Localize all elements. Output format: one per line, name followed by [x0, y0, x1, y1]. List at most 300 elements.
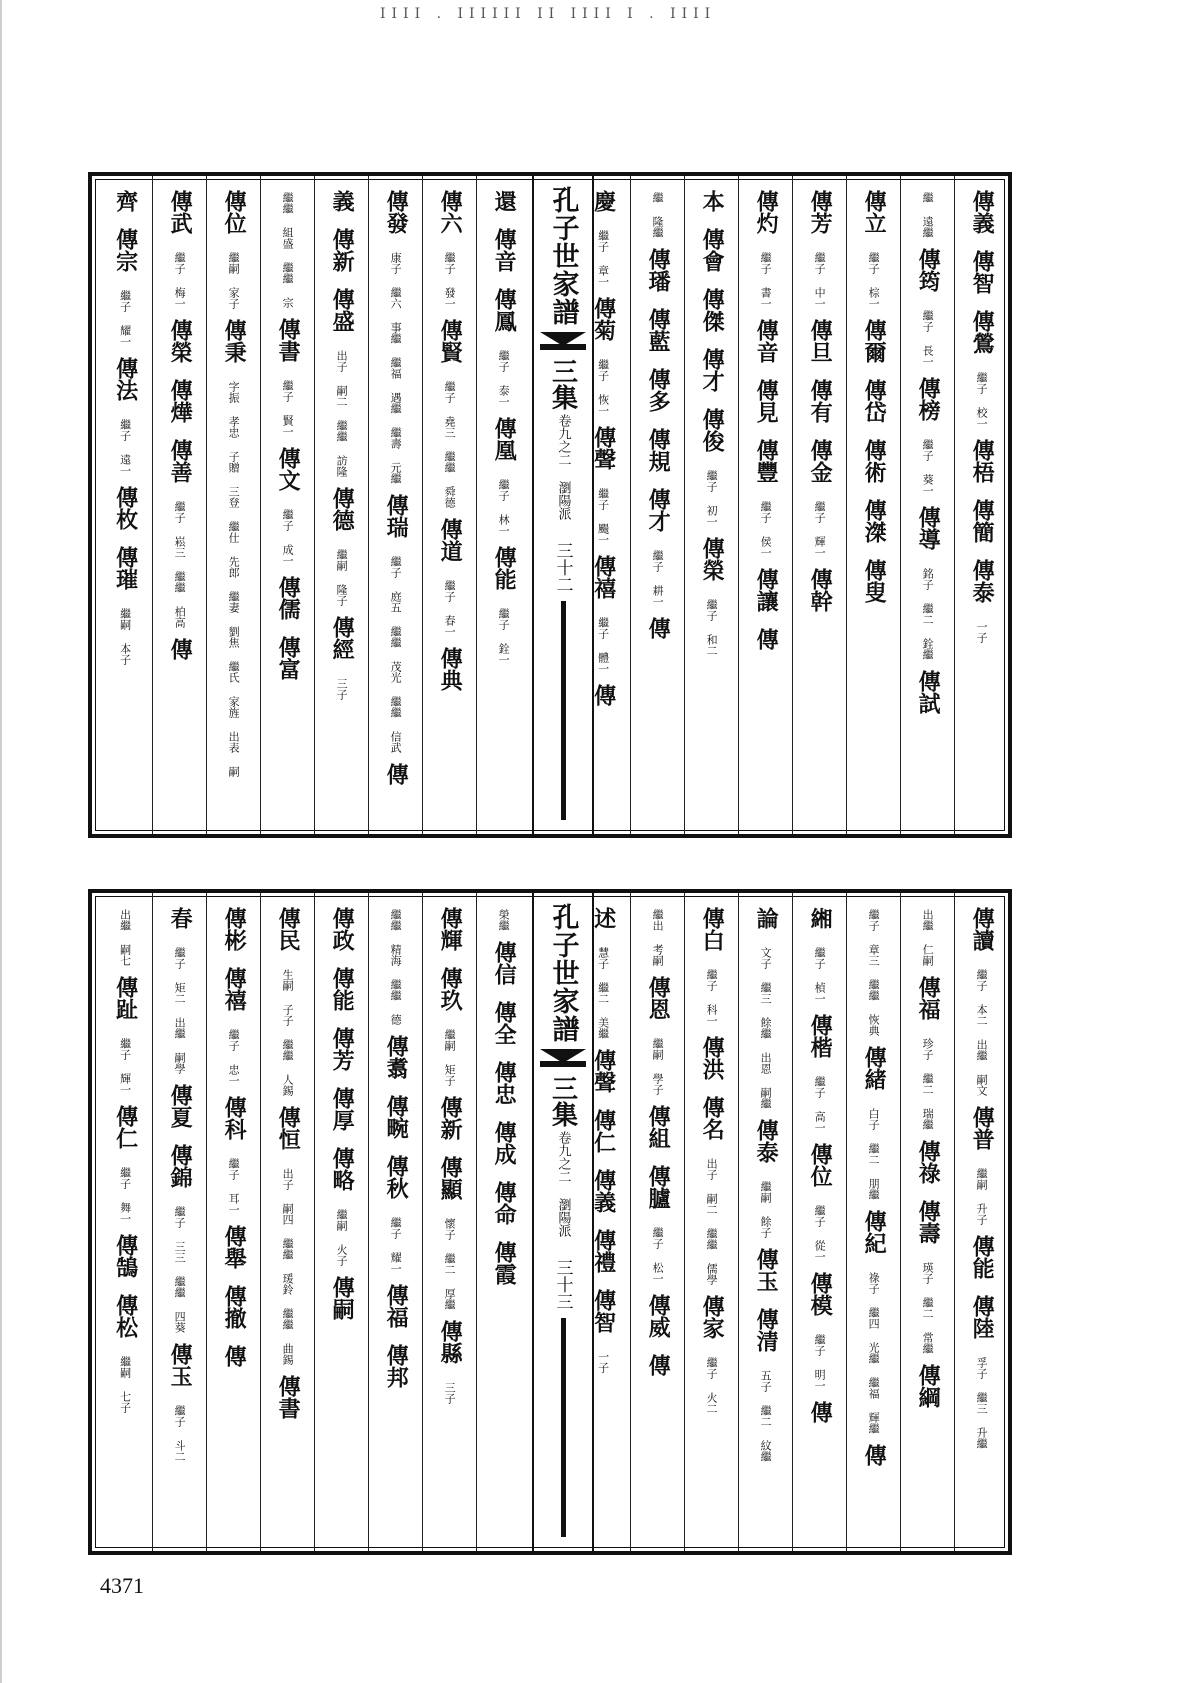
person-entry [645, 308, 670, 368]
person-entry [861, 1444, 886, 1482]
lineage-note: 繼子 火二 [705, 1357, 719, 1414]
person-name: 傳有 [807, 379, 834, 423]
person-name: 傳鶯 [969, 310, 996, 354]
genealogy-column [738, 893, 792, 1551]
person-name: 傳普 [969, 1106, 996, 1150]
person-name: 傳恒 [275, 1106, 302, 1150]
person-name: 傳撤 [221, 1285, 248, 1329]
person-entry [969, 439, 994, 499]
person-name: 傳道 [437, 518, 464, 562]
folio-number: 三十二 [552, 542, 573, 593]
person-name: 傳能 [491, 546, 518, 590]
person-name: 傳秉 [221, 319, 248, 363]
person-name: 傳鳳 [491, 288, 518, 332]
person-entry [118, 907, 131, 976]
person-entry [491, 417, 516, 546]
person-name: 傳聲 [590, 426, 617, 470]
lineage-note: 繼子 葵一 [921, 439, 935, 496]
person-name: 傳 [645, 617, 672, 639]
person-name: 傳壽 [915, 1200, 942, 1244]
volume-label: 三集 [547, 1075, 578, 1127]
lineage-note: 懷子 繼二 厚繼 [443, 1218, 457, 1310]
person-name: 傳瑞 [383, 494, 410, 538]
person-entry [221, 319, 246, 787]
person-name: 傳滐 [861, 499, 888, 543]
person-entry [915, 248, 940, 377]
person-name: 義 [329, 190, 356, 212]
person-entry [699, 1096, 724, 1295]
lineage-note: 繼子 遠一 [118, 419, 132, 476]
person-entry [491, 546, 516, 675]
person-name: 傳忠 [491, 1061, 518, 1105]
person-entry [807, 1014, 832, 1143]
person-entry [491, 941, 516, 1001]
person-name: 傳禧 [590, 555, 617, 599]
lineage-note: 繼嗣 學子 [651, 1038, 665, 1095]
genealogy-column [476, 893, 530, 1551]
book-title: 孔子世家譜 [547, 903, 579, 1043]
person-entry [645, 1294, 670, 1354]
person-entry [807, 379, 832, 439]
person-entry [645, 976, 670, 1105]
person-name: 傳洪 [699, 1036, 726, 1080]
lineage-note: 繼子 春一 [443, 580, 457, 637]
person-name: 傳厚 [329, 1087, 356, 1131]
person-entry [275, 636, 300, 696]
person-name: 傳臚 [645, 1165, 672, 1209]
lineage-note: 字振 孝忠 子贈 三登 繼仕 先郎 繼妻 劉焦 繼氏 家旌 出表 嗣 [227, 381, 241, 777]
lineage-note: 文子 繼三 餘繼 出恩 嗣繼 [759, 947, 773, 1109]
genealogy-column [900, 176, 954, 834]
person-name: 傳紀 [861, 1210, 888, 1254]
person-name: 傳典 [437, 647, 464, 691]
person-name: 傳灼 [753, 190, 780, 234]
person-entry [753, 439, 778, 568]
lineage-note: 繼繼 組盛 繼繼 宗 [281, 192, 295, 308]
person-entry [590, 1049, 615, 1109]
person-entry [590, 426, 615, 555]
genealogy-column [206, 176, 260, 834]
person-entry [645, 1105, 670, 1165]
lineage-note: 白子 繼二 朋繼 [867, 1108, 881, 1200]
person-entry [491, 1181, 516, 1241]
person-name: 傳藍 [645, 308, 672, 352]
person-name: 傳畹 [383, 1095, 410, 1139]
lineage-note: 銘子 繼二 銓繼 [921, 568, 935, 660]
lineage-note: 康子 繼六 事繼 繼福 遇繼 繼壽 元繼 [389, 252, 403, 484]
person-name: 傳泰 [753, 1119, 780, 1163]
person-name: 傳霞 [491, 1241, 518, 1285]
person-entry [753, 1308, 778, 1472]
person-entry [112, 228, 137, 357]
person-name: 傳俊 [699, 408, 726, 452]
person-entry [645, 617, 670, 655]
person-entry [167, 439, 192, 638]
genealogy-column [314, 893, 368, 1551]
lineage-note: 出繼 嗣七 [118, 909, 132, 966]
lineage-note: 繼子 耀一 [118, 290, 132, 347]
person-name: 傳見 [753, 379, 780, 423]
lineage-note: 繼子 庭五 繼繼 茂光 繼繼 信武 [389, 556, 403, 753]
person-name: 還 [491, 190, 518, 212]
person-name: 傳盛 [329, 288, 356, 332]
person-entry [167, 379, 192, 439]
person-name: 傳新 [437, 1096, 464, 1140]
person-entry [491, 228, 516, 288]
person-name: 傳梧 [969, 439, 996, 483]
genealogy-column [954, 893, 1008, 1551]
person-entry [383, 1155, 408, 1284]
person-name: 傳邦 [383, 1344, 410, 1388]
person-name: 傳夏 [167, 1084, 194, 1128]
person-name: 傳位 [807, 1143, 834, 1187]
lineage-note: 繼子 科一 [705, 969, 719, 1026]
person-name: 傳讀 [969, 907, 996, 951]
genealogy-column [630, 893, 684, 1551]
person-name: 傳豐 [753, 439, 780, 483]
lineage-note: 珍子 繼二 瑞繼 [921, 1038, 935, 1130]
section-label: 卷九之二 瀏陽派 [555, 414, 571, 520]
person-name: 傳六 [437, 190, 464, 234]
person-name: 傳燁 [167, 379, 194, 423]
person-entry [915, 976, 940, 1140]
person-entry [329, 487, 354, 616]
lineage-note: 繼子 林一 [497, 479, 511, 536]
person-name: 傳錦 [167, 1144, 194, 1188]
page-number: 4371 [100, 1573, 144, 1598]
person-entry [969, 190, 994, 250]
person-entry [437, 319, 462, 518]
lineage-note: 繼子 中一 [813, 252, 827, 309]
person-entry [861, 379, 886, 439]
person-entry [915, 377, 940, 506]
person-name: 傳賢 [437, 319, 464, 363]
person-entry [651, 190, 664, 248]
person-entry [807, 1272, 832, 1401]
person-name: 傳舉 [221, 1225, 248, 1269]
genealogy-column [630, 176, 684, 834]
person-name: 傳善 [167, 439, 194, 483]
person-entry [969, 1235, 994, 1295]
person-name: 傳政 [329, 907, 356, 951]
person-name: 傳 [645, 1354, 672, 1376]
person-name: 傳叟 [861, 559, 888, 603]
lineage-note: 繼子 銓一 [497, 608, 511, 665]
lineage-note: 繼子 松一 [651, 1227, 665, 1284]
person-entry [753, 1119, 778, 1248]
lineage-note: 繼子 初一 [705, 470, 719, 527]
person-entry [807, 568, 832, 628]
person-entry [491, 1001, 516, 1061]
person-name: 傳導 [915, 506, 942, 550]
lineage-note: 繼子 本二 出繼 嗣文 [975, 969, 989, 1096]
person-name: 傳榜 [915, 377, 942, 421]
lineage-note: 繼子 堯三 繼繼 舜德 [443, 381, 457, 508]
person-name: 傳立 [861, 190, 888, 234]
person-name: 傳德 [329, 487, 356, 531]
person-entry [969, 1106, 994, 1235]
person-entry [969, 1295, 994, 1459]
lineage-note: 繼子 輝一 [118, 1038, 132, 1095]
person-name: 傳能 [969, 1235, 996, 1279]
person-entry [645, 488, 670, 617]
person-name: 述 [590, 907, 617, 929]
lineage-note: 繼子 耀一 [389, 1217, 403, 1274]
person-name: 春 [167, 907, 194, 929]
lineage-note: 繼嗣 七子 [118, 1356, 132, 1413]
person-entry [753, 379, 778, 439]
lineage-note: 出繼 仁嗣 [921, 909, 935, 966]
person-name: 傳民 [275, 907, 302, 951]
lineage-note: 榮繼 [497, 909, 511, 931]
person-entry [383, 763, 408, 801]
person-entry [437, 1156, 462, 1320]
lineage-note: 繼子 棕一 [867, 252, 881, 309]
person-name: 傳讓 [753, 568, 780, 612]
lineage-note: 繼子 書一 [759, 252, 773, 309]
genealogy-column [260, 893, 314, 1551]
person-name: 傳模 [807, 1272, 834, 1316]
right-columns [590, 893, 1008, 1551]
person-entry [645, 248, 670, 308]
person-entry [807, 319, 832, 379]
person-entry [753, 319, 778, 379]
person-entry [383, 1035, 408, 1095]
person-name: 傳恩 [645, 976, 672, 1020]
person-name: 傳縣 [437, 1320, 464, 1364]
person-entry [329, 907, 354, 967]
person-name: 傳能 [329, 967, 356, 1011]
lineage-note: 一子 [975, 621, 989, 643]
person-entry [969, 559, 994, 653]
person-entry [915, 670, 940, 730]
person-entry [807, 439, 832, 568]
spine-rule [561, 601, 566, 820]
person-entry [699, 907, 724, 1036]
spine-rule [561, 1318, 566, 1537]
person-name: 傳規 [645, 428, 672, 472]
section-label: 卷九之二 瀏陽派 [555, 1131, 571, 1237]
person-entry [969, 310, 994, 439]
person-entry [753, 568, 778, 628]
person-name: 傳松 [112, 1294, 139, 1338]
person-name: 傳玖 [437, 967, 464, 1011]
person-entry [167, 319, 192, 379]
lineage-note: 繼子 侯一 [759, 501, 773, 558]
lineage-note: 繼子 長一 [921, 310, 935, 367]
person-entry [329, 1087, 354, 1147]
lineage-note: 繼子 斗二 [173, 1405, 187, 1462]
person-entry [491, 1241, 516, 1301]
person-entry [221, 1345, 246, 1383]
genealogy-column [792, 893, 846, 1551]
fishtail-bar [540, 1061, 586, 1067]
genealogy-column [476, 176, 530, 834]
genealogy-column [260, 176, 314, 834]
genealogy-column [684, 176, 738, 834]
person-entry [807, 1143, 832, 1272]
person-name: 傳全 [491, 1001, 518, 1045]
person-name: 傳福 [383, 1284, 410, 1328]
person-name: 本 [699, 190, 726, 212]
person-entry [112, 486, 137, 546]
person-name: 慶 [590, 190, 617, 212]
person-entry [590, 555, 615, 684]
person-entry [275, 447, 300, 576]
person-name: 傳信 [491, 941, 518, 985]
person-entry [112, 1234, 137, 1294]
person-entry [389, 907, 402, 1035]
person-entry [651, 907, 664, 976]
person-entry [915, 1364, 940, 1424]
person-name: 傳義 [590, 1169, 617, 1213]
person-name: 傳仁 [590, 1109, 617, 1153]
lineage-note: 繼子 成一 [281, 509, 295, 566]
person-name: 傳禮 [590, 1229, 617, 1273]
genealogy-column [206, 893, 260, 1551]
person-entry [491, 190, 516, 228]
person-entry [383, 190, 408, 494]
person-name: 傳璠 [645, 248, 672, 292]
person-name: 傳會 [699, 228, 726, 272]
lineage-note: 繼 隆繼 [651, 192, 665, 238]
person-entry [329, 190, 354, 228]
lineage-note: 繼子 矩二 出繼 嗣學 [173, 947, 187, 1074]
lineage-note: 繼子 楨一 [813, 947, 827, 1004]
lineage-note: 繼子 颺一 [596, 488, 610, 545]
genealogy-column [314, 176, 368, 834]
person-name: 傳聲 [590, 1049, 617, 1093]
person-entry [645, 368, 670, 428]
person-name: 傳成 [491, 1121, 518, 1165]
person-name: 傳科 [221, 1096, 248, 1140]
person-entry [329, 616, 354, 710]
person-entry [590, 907, 615, 1049]
person-entry [861, 190, 886, 319]
lineage-note: 繼子 耳一 [227, 1158, 241, 1215]
person-name: 傳翥 [383, 1035, 410, 1079]
person-name: 傳 [590, 684, 617, 706]
person-entry [753, 907, 778, 1119]
person-entry [807, 1401, 832, 1439]
lineage-note: 繼子 崧三 繼繼 柏高 [173, 501, 187, 628]
person-entry [915, 1140, 940, 1200]
person-name: 傳書 [275, 318, 302, 362]
genealogy-page-top [88, 172, 1012, 838]
person-entry [329, 288, 354, 487]
book-title: 孔子世家譜 [547, 186, 579, 326]
person-entry [699, 1036, 724, 1096]
person-entry [221, 907, 246, 967]
left-columns [92, 176, 530, 834]
person-entry [867, 907, 880, 1046]
person-entry [590, 1289, 615, 1383]
genealogy-column [152, 176, 206, 834]
lineage-note: 三子 [335, 678, 349, 700]
genealogy-column [900, 893, 954, 1551]
genealogy-column [954, 176, 1008, 834]
genealogy-column [684, 893, 738, 1551]
genealogy-column [792, 176, 846, 834]
lineage-note: 繼子 賢一 [281, 380, 295, 437]
person-name: 傳術 [861, 439, 888, 483]
person-name: 論 [753, 907, 780, 929]
person-name: 傳新 [329, 228, 356, 272]
person-name: 傳法 [112, 357, 139, 401]
person-name: 傳陸 [969, 1295, 996, 1339]
person-entry [167, 638, 192, 676]
fishtail-bar [540, 344, 586, 350]
person-entry [915, 506, 940, 670]
person-entry [753, 628, 778, 666]
lineage-note: 繼子 章三 繼繼 恢典 [867, 909, 881, 1036]
person-name: 傳輝 [437, 907, 464, 951]
person-name: 傳 [167, 638, 194, 660]
person-entry [167, 190, 192, 319]
lineage-note: 繼嗣 家子 [227, 252, 241, 309]
person-name: 傳 [861, 1444, 888, 1466]
genealogy-column [368, 893, 422, 1551]
person-name: 傳略 [329, 1147, 356, 1191]
person-name: 傳 [807, 1401, 834, 1423]
person-entry [969, 250, 994, 310]
person-name: 齊 [112, 190, 139, 212]
person-name: 傳仁 [112, 1105, 139, 1149]
person-name: 傳金 [807, 439, 834, 483]
person-entry [645, 428, 670, 488]
person-entry [437, 907, 462, 967]
person-name: 傳綱 [915, 1364, 942, 1408]
person-entry [590, 684, 615, 722]
lineage-note: 三子 [443, 1382, 457, 1404]
lineage-note: 繼子 發一 [443, 252, 457, 309]
person-entry [221, 1285, 246, 1345]
spine-margin [532, 893, 594, 1551]
person-entry [275, 318, 300, 447]
person-entry [112, 190, 137, 228]
person-name: 傳趾 [112, 976, 139, 1020]
person-entry [753, 190, 778, 319]
person-entry [753, 1248, 778, 1308]
folio-number: 三十三 [552, 1259, 573, 1310]
person-entry [383, 1344, 408, 1404]
person-entry [861, 319, 886, 379]
lineage-note: 繼繼 精海 繼繼 德 [389, 909, 403, 1025]
person-name: 傳命 [491, 1181, 518, 1225]
person-name: 傳清 [753, 1308, 780, 1352]
lineage-note: 繼嗣 餘子 [759, 1181, 773, 1238]
person-name: 傳 [221, 1345, 248, 1367]
person-entry [807, 190, 832, 319]
genealogy-column [846, 176, 900, 834]
person-name: 傳秋 [383, 1155, 410, 1199]
person-name: 傳鵠 [112, 1234, 139, 1278]
person-name: 傳彬 [221, 907, 248, 951]
person-entry [497, 907, 510, 941]
person-entry [699, 408, 724, 537]
person-entry [275, 1375, 300, 1435]
person-entry [861, 1046, 886, 1210]
person-entry [699, 228, 724, 288]
lineage-note: 出子 嗣四 繼繼 瑗鈴 繼繼 曲錫 [281, 1168, 295, 1365]
person-name: 傳嗣 [329, 1276, 356, 1320]
person-entry [383, 1095, 408, 1155]
person-name: 傳榮 [699, 537, 726, 581]
person-entry [281, 190, 294, 318]
right-columns [590, 176, 1008, 834]
person-name: 傳簡 [969, 499, 996, 543]
person-entry [969, 907, 994, 1106]
